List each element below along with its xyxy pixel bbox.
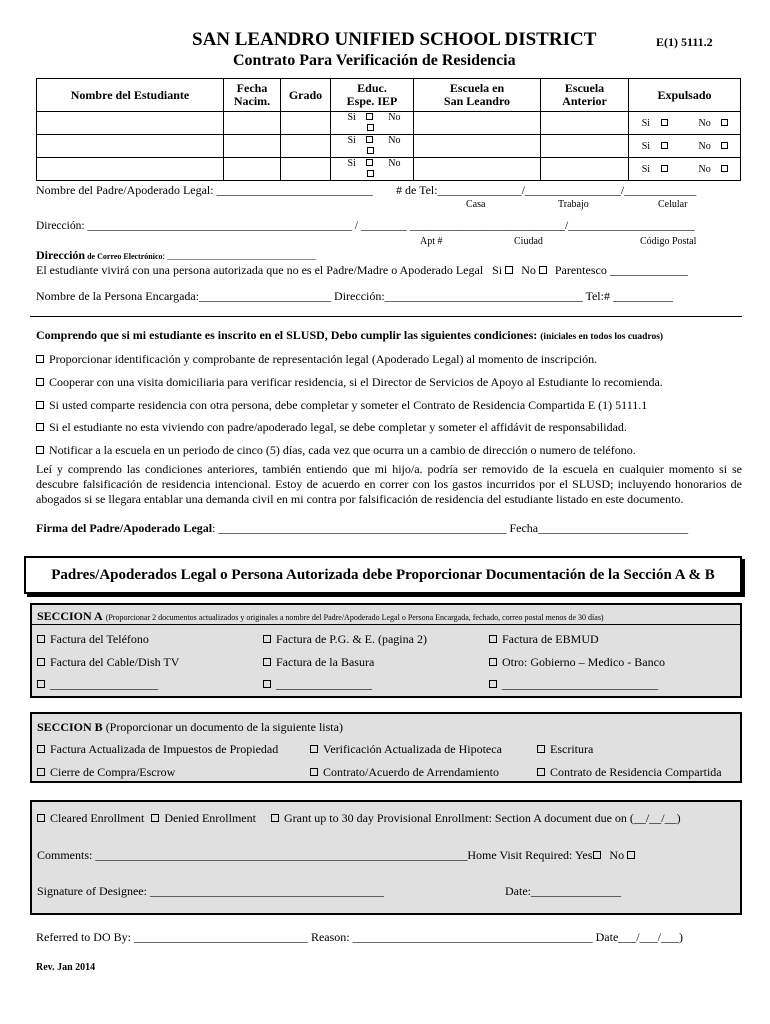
- doc-option: Contrato/Acuerdo de Arrendamiento: [310, 765, 499, 780]
- checkbox-icon[interactable]: [263, 658, 271, 666]
- col-nombre: Nombre del Estudiante: [37, 79, 224, 112]
- section-a: [30, 603, 742, 698]
- designee-signature-field[interactable]: Signature of Designee: _______________________________________: [37, 884, 384, 898]
- checkbox-icon[interactable]: [593, 851, 601, 859]
- iep-yes-no[interactable]: Si No: [331, 135, 414, 158]
- phone-field[interactable]: # de Tel:______________/________________/____________: [396, 183, 697, 197]
- authorized-person-row: El estudiante vivirá con una persona autorizada que no es el Padre/Madre o Apoderado Legal Si No Parentesco _____________: [36, 263, 688, 277]
- expulsado-yes-no[interactable]: Si No: [629, 158, 741, 181]
- doc-option: Factura de P.G. & E. (pagina 2): [263, 632, 427, 647]
- enrollment-options: Cleared Enrollment Denied Enrollment Grant up to 30 day Provisional Enrollment: Section A document due on (__/__/__): [37, 811, 681, 826]
- checkbox-icon[interactable]: [537, 745, 545, 753]
- divider: [32, 624, 740, 625]
- checkbox-icon[interactable]: [36, 401, 44, 409]
- condition-item: Cooperar con una visita domiciliaria para verificar residencia, si el Director de Servicios de Apoyo al Estudiante lo recomienda.: [36, 375, 663, 390]
- expulsado-yes-no[interactable]: Si No: [629, 135, 741, 158]
- form-title: Contrato Para Verificación de Residencia: [233, 52, 516, 69]
- checkbox-icon[interactable]: [661, 119, 668, 126]
- checkbox-icon[interactable]: [37, 768, 45, 776]
- doc-option: Factura del Cable/Dish TV: [37, 655, 179, 670]
- checkbox-icon[interactable]: [37, 745, 45, 753]
- checkbox-icon[interactable]: [36, 355, 44, 363]
- checkbox-icon[interactable]: [36, 423, 44, 431]
- form-code: E(1) 5111.2: [656, 35, 713, 49]
- checkbox-icon[interactable]: [37, 680, 45, 688]
- col-educ: Educ. Espe. IEP: [331, 79, 414, 112]
- checkbox-icon[interactable]: [310, 768, 318, 776]
- doc-option: Verificación Actualizada de Hipoteca: [310, 742, 502, 757]
- divider: [30, 316, 742, 317]
- checkbox-icon[interactable]: [367, 147, 374, 154]
- referred-field[interactable]: Referred to DO By: _____________________________ Reason: ________________________________________ Date___/___/___): [36, 930, 683, 944]
- checkbox-icon[interactable]: [489, 658, 497, 666]
- cell-nombre[interactable]: [37, 135, 224, 158]
- checkbox-icon[interactable]: [661, 142, 668, 149]
- checkbox-icon[interactable]: [151, 814, 159, 822]
- condition-item: Si usted comparte residencia con otra persona, debe completar y someter el Contrato de Residencia Compartida E (1) 5111.1: [36, 398, 647, 413]
- col-grado: Grado: [281, 79, 331, 112]
- checkbox-icon[interactable]: [271, 814, 279, 822]
- doc-option-blank[interactable]: __________________: [37, 677, 158, 692]
- doc-option: Contrato de Residencia Compartida: [537, 765, 722, 780]
- checkbox-icon[interactable]: [263, 680, 271, 688]
- table-row: [37, 135, 741, 158]
- address-label-apt: Apt #: [420, 236, 443, 247]
- checkbox-icon[interactable]: [36, 378, 44, 386]
- checkbox-icon[interactable]: [366, 159, 373, 166]
- checkbox-icon[interactable]: [36, 446, 44, 454]
- checkbox-icon[interactable]: [263, 635, 271, 643]
- iep-yes-no[interactable]: Si No: [331, 158, 414, 181]
- address-label-ciudad: Ciudad: [514, 236, 543, 247]
- checkbox-icon[interactable]: [37, 814, 45, 822]
- documentation-banner: Padres/Apoderados Legal o Persona Autorizada debe Proporcionar Documentación de la Sección A & B: [24, 556, 742, 594]
- checkbox-icon[interactable]: [489, 635, 497, 643]
- checkbox-icon[interactable]: [37, 658, 45, 666]
- table-row: [37, 158, 741, 181]
- checkbox-icon[interactable]: [366, 136, 373, 143]
- student-table: [36, 78, 741, 181]
- district-title: SAN LEANDRO UNIFIED SCHOOL DISTRICT: [192, 29, 597, 50]
- checkbox-icon[interactable]: [721, 119, 728, 126]
- doc-option: Factura del Teléfono: [37, 632, 149, 647]
- doc-option: Factura de la Basura: [263, 655, 374, 670]
- checkbox-icon[interactable]: [721, 165, 728, 172]
- doc-option: Otro: Gobierno – Medico - Banco: [489, 655, 665, 670]
- comments-field[interactable]: Comments: ______________________________________________________________Home Visit Required: Yes No: [37, 848, 640, 863]
- office-use-section: [30, 800, 742, 915]
- checkbox-icon[interactable]: [661, 165, 668, 172]
- checkbox-icon[interactable]: [366, 113, 373, 120]
- checkbox-icon[interactable]: [539, 266, 547, 274]
- table-row: [37, 112, 741, 135]
- phone-label-casa: Casa: [466, 199, 486, 210]
- doc-option-blank[interactable]: __________________________: [489, 677, 658, 692]
- checkbox-icon[interactable]: [489, 680, 497, 688]
- parent-name-field[interactable]: Nombre del Padre/Apoderado Legal: __________________________: [36, 183, 373, 197]
- cell-nombre[interactable]: [37, 112, 224, 135]
- checkbox-icon[interactable]: [627, 851, 635, 859]
- section-a-header: SECCION A (Proporcionar 2 documentos actualizados y originales a nombre del Padre/Apoderado Legal o Persona Encargada, fechado, correo postal menos de 30 días): [37, 609, 604, 623]
- address-label-cp: Código Postal: [640, 236, 697, 247]
- phone-label-celular: Celular: [658, 199, 688, 210]
- col-escuela-anterior: Escuela Anterior: [541, 79, 629, 112]
- checkbox-icon[interactable]: [310, 745, 318, 753]
- condition-item: Notificar a la escuela en un periodo de cinco (5) días, cada vez que ocurra un a cambio de dirección o numero de teléfono.: [36, 443, 636, 458]
- checkbox-icon[interactable]: [37, 635, 45, 643]
- expulsado-yes-no[interactable]: Si No: [629, 112, 741, 135]
- doc-option: Factura de EBMUD: [489, 632, 599, 647]
- col-escuela-sl: Escuela en San Leandro: [414, 79, 541, 112]
- iep-yes-no[interactable]: Si No: [331, 112, 414, 135]
- cell-nombre[interactable]: [37, 158, 224, 181]
- email-field[interactable]: Dirección de Correo Electrónico: _________________________________: [36, 248, 316, 262]
- doc-option: Escritura: [537, 742, 593, 757]
- section-b-header: SECCION B (Proporcionar un documento de la siguiente lista): [37, 720, 343, 734]
- revision-label: Rev. Jan 2014: [36, 962, 96, 973]
- doc-option: Cierre de Compra/Escrow: [37, 765, 175, 780]
- condition-item: Proporcionar identificación y comprobante de representación legal (Apoderado Legal) al momento de inscripción.: [36, 352, 597, 367]
- checkbox-icon[interactable]: [721, 142, 728, 149]
- col-expulsado: Expulsado: [629, 79, 741, 112]
- phone-label-trabajo: Trabajo: [558, 199, 589, 210]
- encargada-field[interactable]: Nombre de la Persona Encargada:______________________ Dirección:_________________________________ Tel:# __________: [36, 289, 673, 303]
- condition-item: Si el estudiante no esta viviendo con padre/apoderado legal, se debe completar y someter el affidávit de responsabilidad.: [36, 420, 627, 435]
- table-header-row: [37, 79, 741, 112]
- address-field[interactable]: Dirección: ______________________________________________ / ________ ___________________________/______________________: [36, 220, 695, 232]
- checkbox-icon[interactable]: [537, 768, 545, 776]
- checkbox-icon[interactable]: [367, 170, 374, 177]
- checkbox-icon[interactable]: [505, 266, 513, 274]
- col-fecha: Fecha Nacim.: [224, 79, 281, 112]
- doc-option-blank[interactable]: ________________: [263, 677, 372, 692]
- section-b: [30, 712, 742, 783]
- checkbox-icon[interactable]: [367, 124, 374, 131]
- doc-option: Factura Actualizada de Impuestos de Propiedad: [37, 742, 278, 757]
- designee-date-field[interactable]: Date:_______________: [505, 884, 621, 898]
- conditions-heading: Comprendo que si mi estudiante es inscrito en el SLUSD, Debo cumplir las siguientes condiciones: (iniciales en todos los cuadros): [36, 328, 664, 342]
- parent-signature-field[interactable]: Firma del Padre/Apoderado Legal: ________________________________________________ Fecha_________________________: [36, 521, 689, 535]
- agreement-paragraph: Leí y comprendo las condiciones anteriores, también entiendo que mi hijo/a. podría ser removido de la escuela en cualquier momento si se descubre falsificación de residencia intencional. Estoy de acuerdo en correr con los gastos incurridos por el SLUSD; incluyendo honorarios de abogados si se llegara entablar una demanda civil en mi contra por falsificación de residencia del estudiante listado en este documento.: [36, 462, 742, 506]
